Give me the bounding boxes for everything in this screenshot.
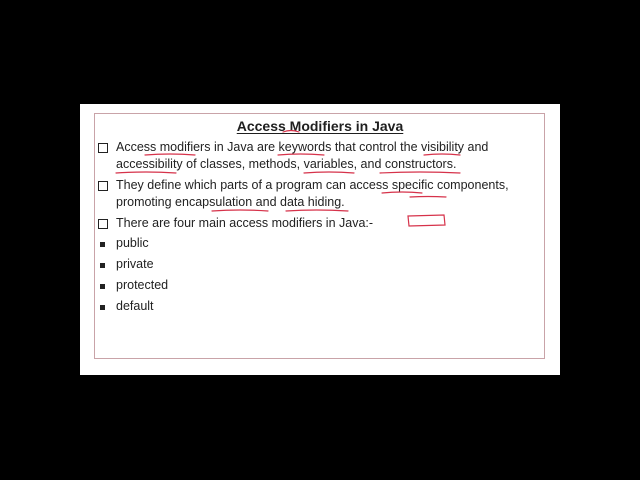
- point-2-line-2: promoting encapsulation and data hiding.: [116, 195, 345, 209]
- slide: [80, 104, 560, 375]
- checkbox-bullet-icon: [98, 177, 110, 196]
- modifier-label: public: [116, 236, 149, 250]
- slide-title: [80, 118, 560, 134]
- checkbox-bullet-icon: [98, 139, 110, 158]
- modifier-label: protected: [116, 278, 169, 292]
- point-2-line-1: They define which parts of a program can access specific components,: [116, 178, 509, 192]
- square-bullet-icon: [98, 277, 110, 294]
- modifier-label: private: [116, 257, 154, 271]
- square-bullet-icon: [98, 298, 110, 315]
- checkbox-bullet-icon: [98, 215, 110, 234]
- slide-title-text: Access Modifiers in Java: [236, 118, 404, 134]
- square-bullet-icon: [98, 235, 110, 252]
- point-3-line-1: There are four main access modifiers in Java:-: [116, 216, 374, 230]
- point-1-line-1: Access modifiers in Java are keywords that control the visibility and: [116, 140, 489, 154]
- modifier-label: default: [116, 299, 154, 313]
- square-bullet-icon: [98, 256, 110, 273]
- point-1-line-2: accessibility of classes, methods, variables, and constructors.: [116, 157, 457, 171]
